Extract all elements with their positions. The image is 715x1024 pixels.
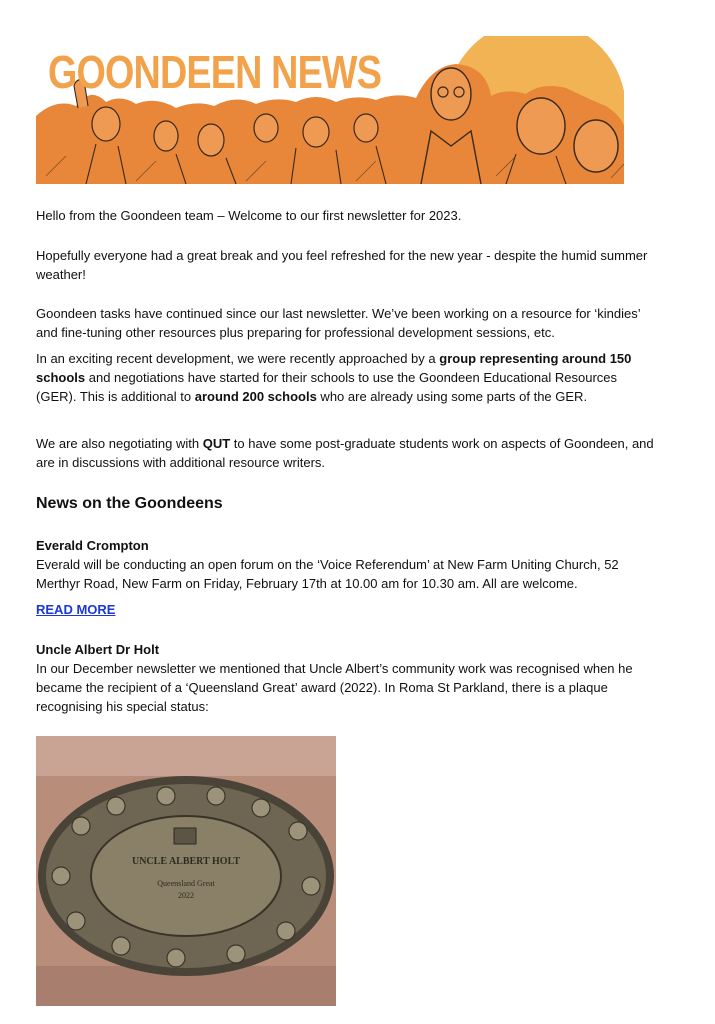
plaque-line1: UNCLE ALBERT HOLT — [131, 856, 241, 867]
qut-bold: QUT — [202, 436, 231, 451]
plaque-photo — [36, 736, 336, 1006]
development-paragraph — [36, 349, 658, 406]
qut-text-2: to have some post-graduate students work on aspects of Goondeen, and are in discussions with additional resource writers. — [36, 436, 654, 470]
tasks-paragraph: Goondeen tasks have continued since our last newsletter. We’ve been working on a resource for ‘kindies’ and fine-tuning other resources plus preparing for professional development sessions, etc. — [36, 306, 641, 340]
plaque-image — [36, 736, 336, 1006]
development-bold-1: group representing around 150 schools — [36, 351, 632, 385]
break-paragraph: Hopefully everyone had a great break and you feel refreshed for the new year - despite the humid summer weather! — [36, 248, 648, 282]
development-bold-2: around 200 schools — [194, 389, 317, 404]
newsletter-page — [36, 36, 666, 900]
development-text-3: who are already using some parts of the GER. — [316, 389, 588, 404]
development-text-1: In an exciting recent development, we were recently approached by a — [36, 351, 440, 366]
newsletter-banner — [36, 36, 624, 184]
greeting-paragraph: Hello from the Goondeen team – Welcome to our first newsletter for 2023. — [36, 208, 462, 223]
banner-title: GOONDEEN NEWS — [48, 46, 382, 98]
news-item-everald — [36, 536, 658, 593]
news-item-body: In our December newsletter we mentioned that Uncle Albert’s community work was recognised when he became the recipient of a ‘Queensland Great’ award (2022). In Roma St Parkland, there is a plaque recognising his special status: — [36, 661, 633, 714]
qut-paragraph — [36, 434, 658, 472]
news-section-heading: News on the Goondeens — [36, 495, 223, 512]
development-text-2: and negotiations have started for their schools to use the Goondeen Educational Resources (GER). This is additional to — [36, 370, 618, 404]
qut-text-1: We are also negotiating with — [36, 436, 203, 451]
plaque-line2: Queensland Great — [157, 879, 215, 888]
news-item-albert-holt — [36, 640, 658, 716]
news-item-title: Everald Crompton — [36, 538, 149, 553]
news-item-title: Uncle Albert Dr Holt — [36, 642, 160, 657]
read-more-link[interactable]: READ MORE — [36, 602, 116, 617]
news-item-body: Everald will be conducting an open forum on the ‘Voice Referendum’ at New Farm Uniting Church, 52 Merthyr Road, New Farm on Friday, February 17th at 10.00 am for 10.30 am. All are welcome. — [36, 557, 619, 591]
plaque-line3: 2022 — [178, 891, 194, 900]
